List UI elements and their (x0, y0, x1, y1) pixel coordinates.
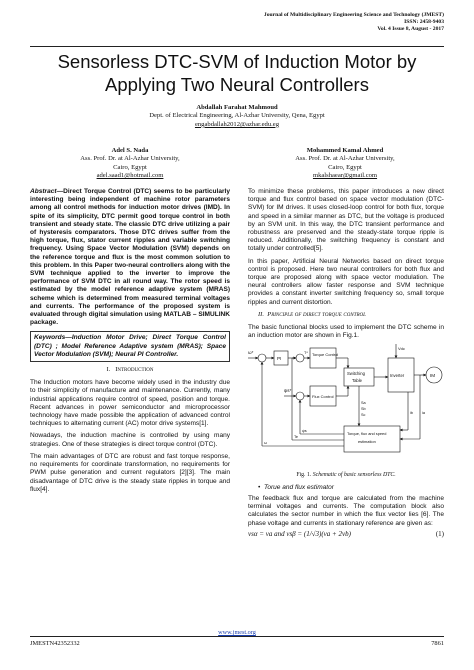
label-estimator-2: estimation (358, 439, 376, 445)
keywords-text: —Induction Motor Drive; Direct Torque Control (DTC) ; Model Reference Adaptive system (MRAS); Space Vector Modulation (SVM); Neural PI Controller. (34, 334, 226, 358)
footer-website[interactable]: www.jmest.org (218, 629, 256, 636)
label-speed-est: ω (264, 441, 267, 446)
keywords-label: Keywords (34, 334, 66, 342)
page-number: 7861 (431, 640, 444, 647)
label-ia: ia (422, 411, 425, 416)
equation-1 (248, 530, 444, 538)
intro-paragraph-1: The Induction motors have become widely used in the industry due to their simplicity of manufacture and maintenance. Currently, many industrial applications require control of speed, position and torque. Recent advances in power semiconductor and microprocessor technology have made possible the application of advanced control techniques to alternating current (AC) motor drive systems[1]. (30, 379, 230, 428)
label-flux-ref: ψs* (284, 388, 292, 394)
section-heading-dtc (258, 311, 444, 319)
torque-summing-junction (296, 354, 304, 362)
footer-code: JMESTN42352332 (30, 640, 80, 647)
left-column (30, 188, 230, 498)
figure-caption-text: Schematic of basic sensorless DTC. (312, 471, 396, 478)
main-author-name: Abdallah Farahat Mahmoud (196, 104, 278, 111)
left-author-name: Adel S. Nada (111, 147, 149, 154)
right-paragraph-2: In this paper, Artificial Neural Networks based on direct torque control is proposed. Here two neural controllers for both flux and torque are proposed along with space vector modulation. The neural controllers allow faster response and SVM technique provides a constant inverter switching frequency so, small torque ripples and current distortion. (248, 257, 444, 306)
dtc-paragraph-1: The basic functional blocks used to implement the DTC scheme in an induction motor are shown in Fig.1. (248, 324, 444, 340)
subsection-title: Torue and flux estimator (263, 483, 334, 491)
journal-name: Journal of Multidisciplinary Engineering Science and Technology (JMEST) (263, 12, 444, 18)
paper-title-line2: Applying Two Neural Controllers (105, 74, 369, 95)
figure-caption (248, 471, 444, 479)
bullet-icon: • (258, 483, 261, 491)
label-estimator-1: Torque, flux and speed (347, 431, 387, 437)
equation-text: vsα = va and vsβ = (1/√3)(va + 2vb) (248, 529, 351, 538)
abstract-label: Abstract (30, 188, 57, 195)
label-dc: Vdc (398, 346, 405, 352)
flux-summing-junction (296, 392, 304, 400)
label-table: Table (352, 378, 363, 384)
label-speed-ref: ω* (248, 350, 254, 356)
journal-issn: ISSN: 2458-9403 (404, 19, 444, 25)
label-flux-est: ψs (302, 429, 307, 434)
right-column (248, 188, 444, 538)
label-sa: Sa (361, 401, 366, 406)
section-number: II. (258, 310, 264, 318)
abstract (30, 188, 230, 327)
paper-title (20, 50, 454, 96)
right-author-line2: Cairo, Egypt (328, 163, 362, 171)
left-author-line1: Ass. Prof. Dr. at Al-Azhar University, (80, 155, 180, 163)
dtc-block-diagram (248, 344, 444, 464)
journal-volume: Vol. 4 Issue 8, August - 2017 (377, 26, 444, 32)
right-author-block (245, 147, 445, 181)
section-title: Introduction (115, 366, 154, 374)
main-author-affiliation: Dept. of Electrical Engineering, Al-Azhar University, Qena, Egypt (149, 112, 325, 120)
label-torque-ref: T* (304, 351, 308, 356)
intro-paragraph-2: Nowadays, the induction machine is controlled by using many strategies. One of these strategies is direct torque control (DTC). (30, 432, 230, 448)
label-switching: Switching (347, 371, 365, 377)
label-torque-control: Torque Control (312, 352, 339, 358)
label-sc: Sc (361, 413, 366, 418)
right-author-name: Mohammed Kamal Ahmed (306, 147, 384, 154)
keywords-box (30, 331, 230, 362)
main-author-email[interactable]: engabdallah2012@azhar.edu.eg (194, 120, 280, 128)
estimator-paragraph: The feedback flux and torque are calculated from the machine terminal voltages and currents. The computation block also calculates the sector number in which the flux vector lies [6]. The phase voltage and currents in stationary reference are given as: (248, 495, 444, 527)
abstract-text: —Direct Torque Control (DTC) seems to be particularly interesting being independent of machine rotor parameters among all control methods for induction motor drives (IMD). In spite of its simplicity, DTC permit good torque control in both transient and steady state. The classic DTC drive utilizing a pair of hysteresis comparators. Those DTC drives suffer from the high torque, flux, stator current ripples and variable switching frequency. Using Space Vector Modulation (SVM) depends on the reference torque and flux is the most common solution to this problem. In this Paper two-neural controllers along with the SVM technique applied to the inverter to improve the performance of SVM DTC in all round way. The rotor speed is estimated by the model reference adaptive system (MRAS) scheme which is determined from measured terminal voltages and currents. The performance of the proposed system is evaluated through digital simulation using MATLAB – SIMULINK package. (30, 188, 230, 327)
left-author-block (30, 147, 230, 181)
main-author-block (30, 104, 444, 129)
label-ib: ib (410, 411, 413, 416)
footer-divider (30, 636, 444, 637)
label-sb: Sb (361, 407, 366, 412)
right-author-line1: Ass. Prof. Dr. at Al-Azhar University, (295, 155, 395, 163)
intro-paragraph-3: The main advantages of DTC are robust and fast torque response, no requirements for coordinate transformation, no requirements for PWM pulse generation and current regulators [2][3]. The main disadvantage of DTC drive is the steady state ripples in torque and flux[4]. (30, 452, 230, 493)
subsection-heading (258, 484, 444, 492)
speed-summing-junction (258, 354, 266, 362)
left-author-line2: Cairo, Egypt (113, 163, 147, 171)
label-motor: IM (430, 373, 436, 379)
left-author-email[interactable]: adel.saad1@hotmail.com (96, 172, 164, 180)
right-author-email[interactable]: mkalshaear@gmail.com (312, 172, 378, 180)
label-inverter: Inverter (390, 373, 405, 379)
header-divider (30, 46, 444, 47)
right-paragraph-1: To minimize these problems, this paper introduces a new direct torque and flux control based on space vector modulation (DTC-SVM) for IM drives. It uses closed-loop control for both flux, torque and speed in a similar manner as DTC, but the voltage is produced by an SVM unit. In this way, the DTC transient performance and robustness are preserved and the steady-state torque ripple is reduced. Additionally, the switching frequency is constant and totally under controlled[5]. (248, 188, 444, 253)
torque-control-block (310, 348, 339, 368)
section-title: Principle of direct torque control (267, 310, 366, 318)
paper-title-line1: Sensorless DTC-SVM of Induction Motor by (57, 51, 417, 72)
label-pi: PI (277, 356, 282, 362)
section-heading-introduction (30, 366, 230, 374)
label-flux-control: Flux Control (312, 394, 334, 400)
section-number: I. (106, 366, 111, 374)
equation-number: (1) (435, 529, 444, 538)
label-torque-est: Te (294, 435, 299, 440)
figure-caption-prefix: Fig. 1. (296, 471, 312, 478)
journal-header (264, 12, 444, 33)
